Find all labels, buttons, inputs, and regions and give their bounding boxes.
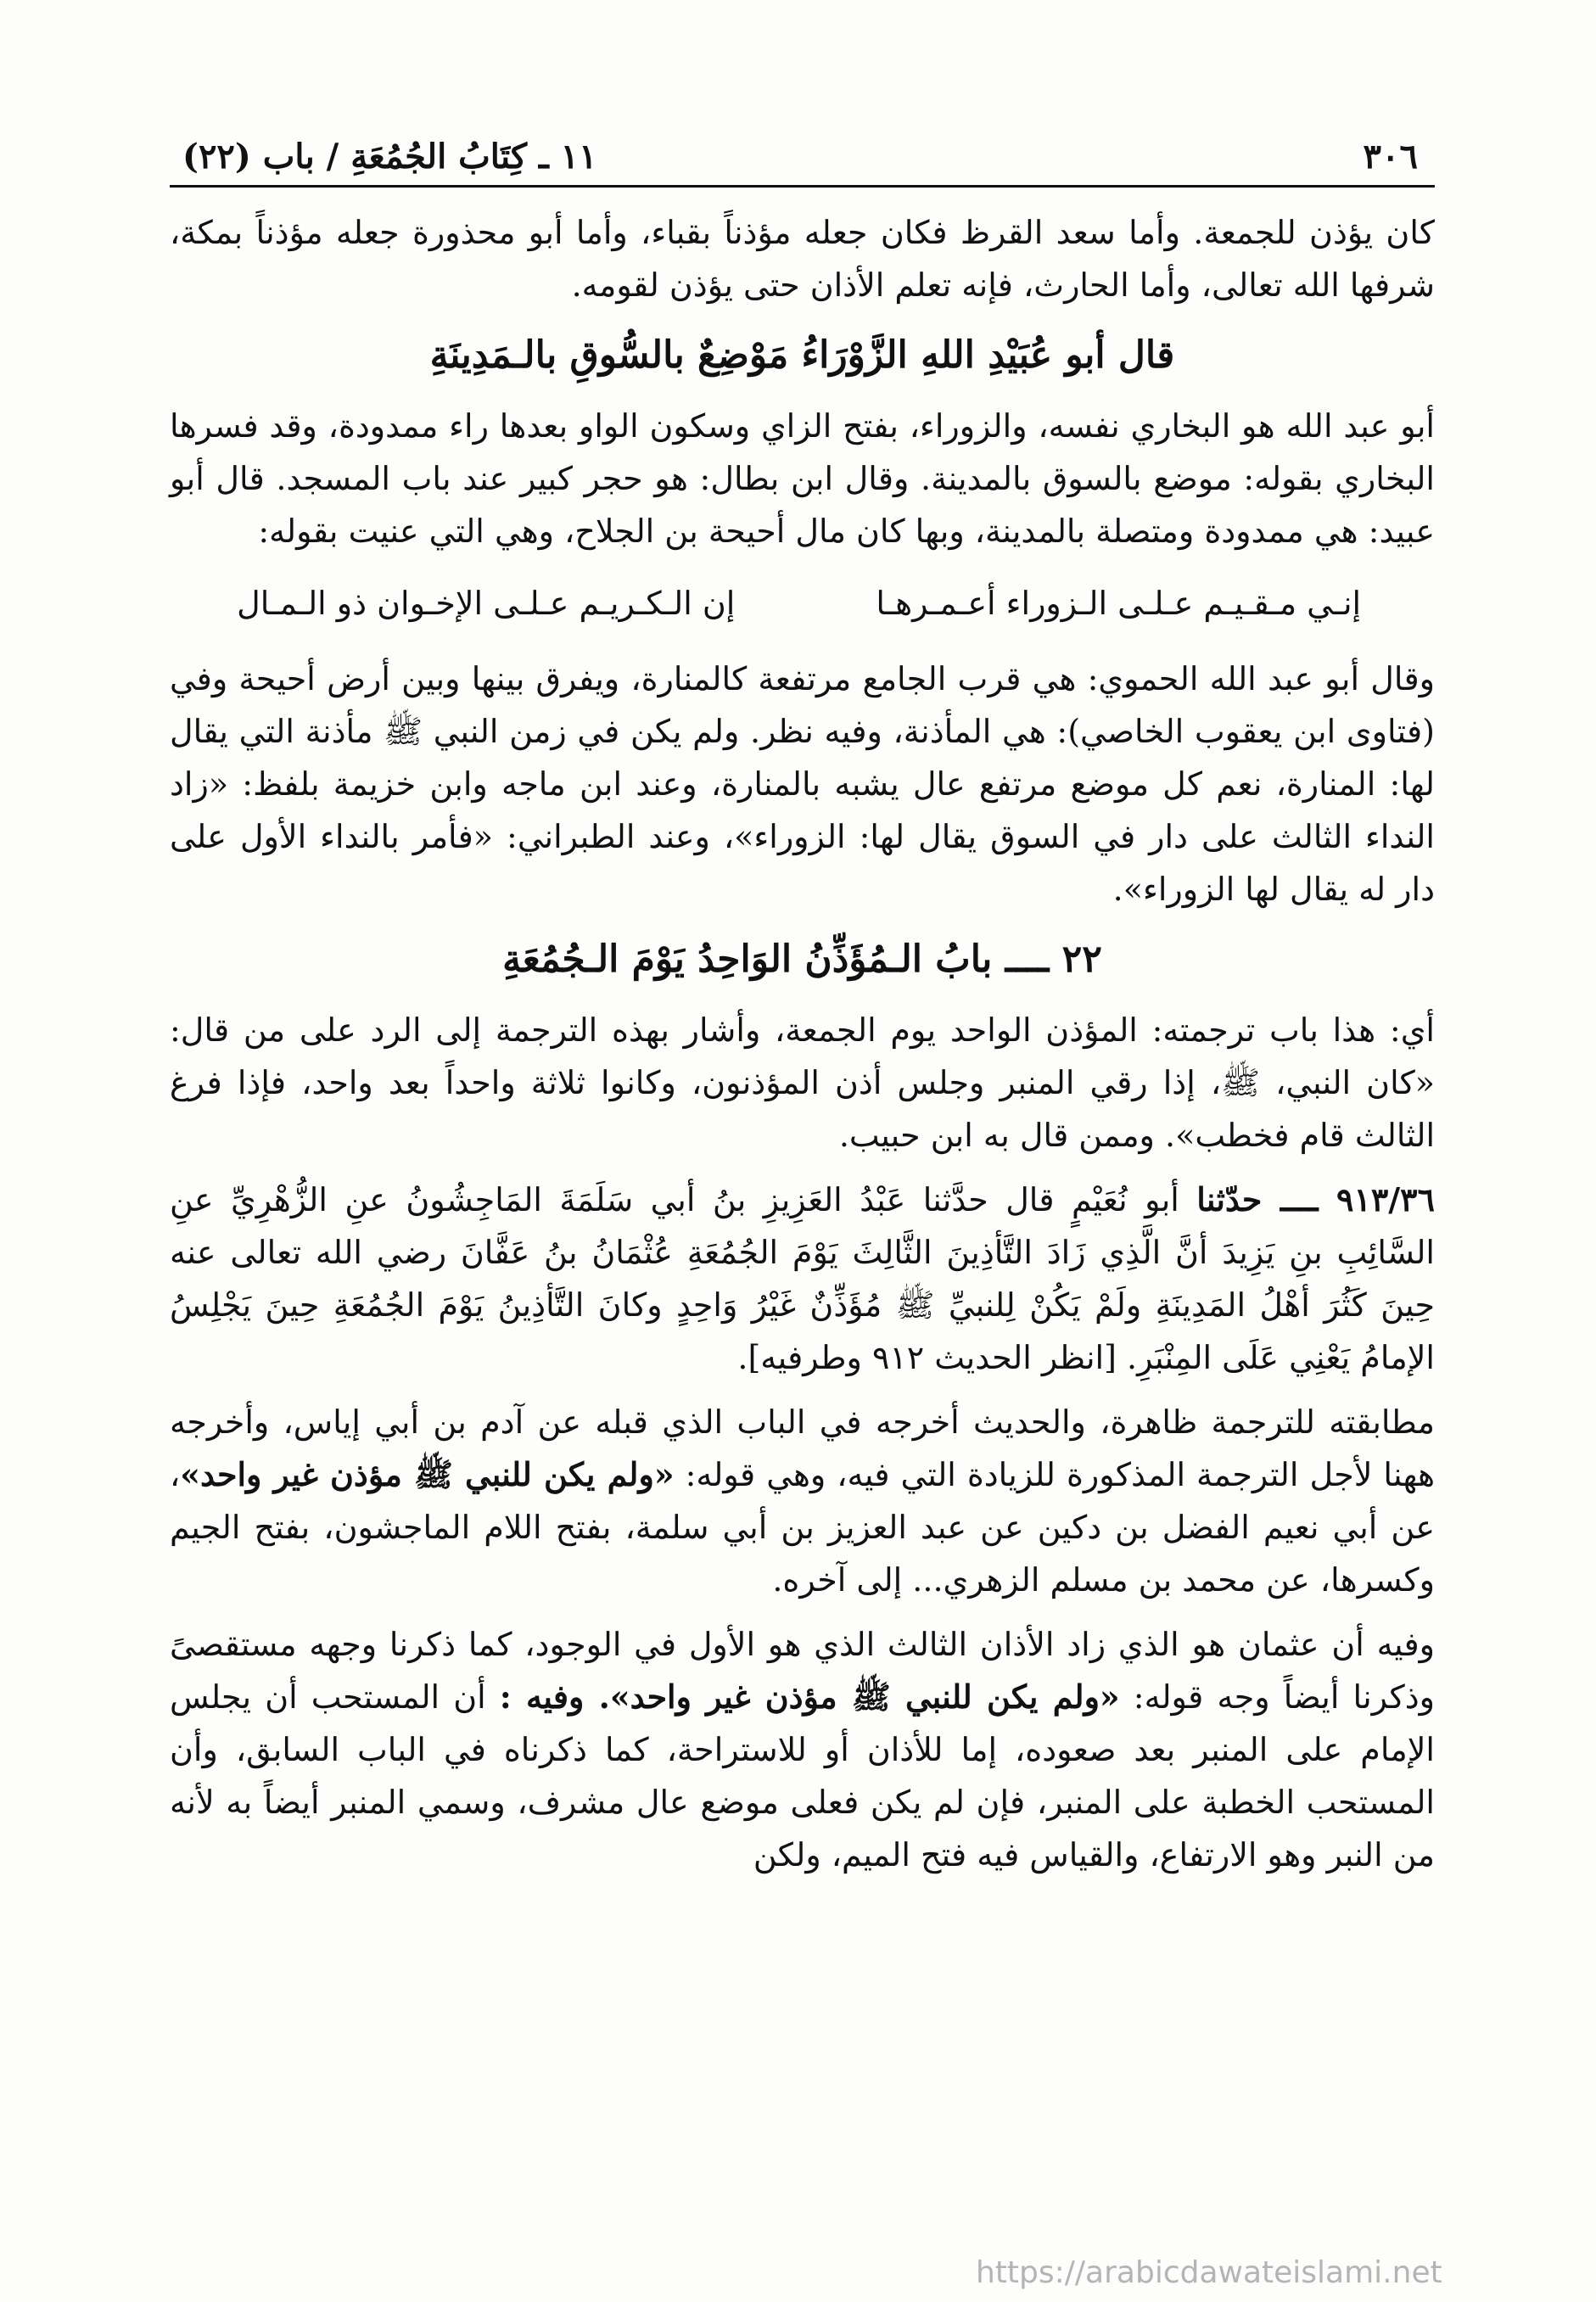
paragraph-4: أي: هذا باب ترجمته: المؤذن الواحد يوم الجمعة، وأشار بهذه الترجمة إلى الرد على من قال: «كان النبي، ﷺ، إذا رقي المنبر وجلس أذن المؤذنون، وكانوا ثلاثة واحداً بعد واحد، فإذا فرغ الثالث قام فخطب». وممن قال به ابن حبيب. xyxy=(170,1011,1435,1154)
verse-second-hemistich: إن الـكـريـم عـلـى الإخـوان ذو الـمـال xyxy=(237,585,736,622)
paragraph-5 xyxy=(170,1396,1435,1606)
paragraph-5-text-b: ، عن أبي نعيم الفضل بن دكين عن عبد العزيز بن أبي سلمة، بفتح اللام الماجشون، بفتح الجيم وكسرها، عن محمد بن مسلم الزهري... إلى آخره. xyxy=(170,1456,1435,1599)
quote-bold-2: «ولم يكن للنبي ﷺ مؤذن غير واحد». وفيه : xyxy=(499,1677,1120,1716)
hadith-text: أبو نُعَيْمٍ قال حدَّثنا عَبْدُ العَزِيزِ بنُ أبي سَلَمَةَ المَاجِشُونُ عنِ الزُّهْرِيِّ عنِ السَّائِبِ بنِ يَزِيدَ أنَّ الَّذِي زَادَ التَّأذِينَ الثَّالِثَ يَوْمَ الجُمُعَةِ عُثْمَانُ بنُ عَفَّانَ رضي الله تعالى عنه حِينَ كَثُرَ أهْلُ المَدِينَةِ ولَمْ يَكُنْ لِلنبيِّ ﷺ مُؤَذِّنٌ غَيْرُ وَاحِدٍ وكانَ التَّأذِينُ يَوْمَ الجُمُعَةِ حِينَ يَجْلِسُ الإمامُ يَعْنِي عَلَى المِنْبَرِ. [انظر الحديث ٩١٢ وطرفيه]. xyxy=(170,1181,1435,1376)
running-title: ١١ ـ كِتَابُ الجُمُعَةِ / باب (٢٢) xyxy=(182,137,597,176)
paragraph-6 xyxy=(170,1618,1435,1881)
paragraph-6-text-a: وفيه أن عثمان هو الذي زاد الأذان الثالث الذي هو الأول في الوجود، كما ذكرنا وجهه مستقصىً وذكرنا أيضاً وجه قوله: xyxy=(170,1626,1435,1716)
poem-verse xyxy=(170,569,1435,637)
quote-bold-1: «ولم يكن للنبي ﷺ مؤذن غير واحد» xyxy=(180,1455,675,1493)
heading-zawra: قال أبو عُبَيْدِ اللهِ الزَّوْرَاءُ مَوْضِعٌ بالسُّوقِ بالـمَدِينَةِ xyxy=(429,333,1175,377)
page-content xyxy=(170,206,1435,1881)
hadith-paragraph xyxy=(170,1173,1435,1384)
hadith-number: ٩١٣/٣٦ ــــ حدّثنا xyxy=(1196,1180,1435,1218)
page-header xyxy=(170,126,1435,188)
verse-first-hemistich: إنـي مـقـيـم عـلـى الـزوراء أعـمـرهـا xyxy=(876,585,1362,622)
page-number: ٣٠٦ xyxy=(1363,137,1418,176)
paragraph-6-text-b: أن المستحب أن يجلس الإمام على المنبر بعد صعوده، إما للأذان أو للاستراحة، كما ذكرناه في الباب السابق، وأن المستحب الخطبة على المنبر، فإن لم يكن فعلى موضع عال مشرف، وسمي المنبر أيضاً به لأنه من النبر وهو الارتفاع، والقياس فيه فتح الميم، ولكن xyxy=(170,1678,1435,1874)
paragraph-3: وقال أبو عبد الله الحموي: هي قرب الجامع مرتفعة كالمنارة، ويفرق بينها وبين أرض أحيحة وفي (فتاوى ابن يعقوب الخاصي): هي المأذنة، وفيه نظر. ولم يكن في زمن النبي ﷺ مأذنة التي يقال لها: المنارة، نعم كل موضع مرتفع عال يشبه بالمنارة، وعند ابن ماجه وابن خزيمة بلفظ: «زاد النداء الثالث على دار في السوق يقال لها: الزوراء»، وعند الطبراني: «فأمر بالنداء الأول على دار له يقال لها الزوراء». xyxy=(170,660,1435,908)
paragraph-1: كان يؤذن للجمعة. وأما سعد القرظ فكان جعله مؤذناً بقباء، وأما أبو محذورة جعله مؤذناً بمكة، شرفها الله تعالى، وأما الحارث، فإنه تعلم الأذان حتى يؤذن لقومه. xyxy=(170,214,1435,304)
chapter-heading-22: ٢٢ ــــ بابُ الـمُؤَذِّنُ الوَاحِدُ يَوْمَ الـجُمُعَةِ xyxy=(502,938,1102,981)
watermark-url: https://arabicdawateislami.net xyxy=(976,2255,1442,2290)
paragraph-2: أبو عبد الله هو البخاري نفسه، والزوراء، بفتح الزاي وسكون الواو بعدها راء ممدودة، وقد فسرها البخاري بقوله: موضع بالسوق بالمدينة. وقال ابن بطال: هو حجر كبير عند باب المسجد. قال أبو عبيد: هي ممدودة ومتصلة بالمدينة، وبها كان مال أحيحة بن الجلاح، وهي التي عنيت بقوله: xyxy=(170,407,1435,550)
paragraph-5-text-a: مطابقته للترجمة ظاهرة، والحديث أخرجه في الباب الذي قبله عن آدم بن أبي إياس، وأخرجه ههنا لأجل الترجمة المذكورة للزيادة التي فيه، وهي قوله: xyxy=(170,1403,1435,1493)
